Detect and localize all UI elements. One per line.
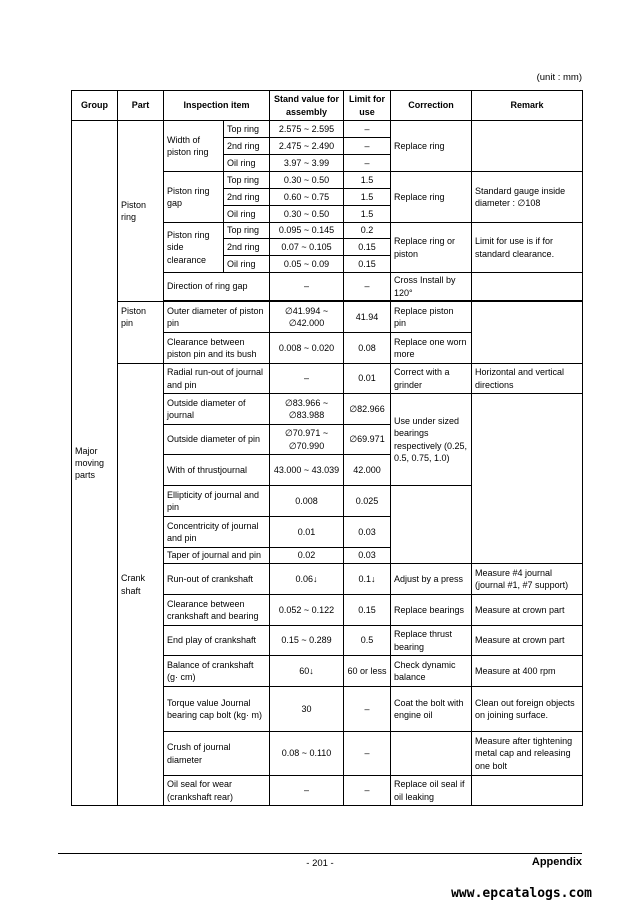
inspection-table: [71, 90, 583, 806]
header-remark: Remark: [472, 91, 583, 121]
remark-cell: [472, 273, 583, 301]
stand-value: 3.97 ~ 3.99: [270, 155, 344, 172]
stand-value: ∅41.994 ~ ∅42.000: [270, 302, 344, 333]
stand-value: 30: [270, 687, 344, 732]
limit-value: 0.15: [344, 239, 391, 256]
limit-value: 0.08: [344, 333, 391, 364]
table-row: [72, 364, 583, 394]
item-crush: Crush of journal diameter: [164, 732, 270, 776]
remark-cell: Limit for use is if for standard clearance.: [472, 223, 583, 273]
item-od-pin: Outside diameter of pin: [164, 425, 270, 455]
limit-value: 41.94: [344, 302, 391, 333]
stand-value: 0.02: [270, 548, 344, 564]
stand-value: 2.475 ~ 2.490: [270, 138, 344, 155]
ring-label: Top ring: [224, 121, 270, 138]
correction-cell: Adjust by a press: [391, 564, 472, 595]
item-end-play: End play of crankshaft: [164, 626, 270, 656]
ring-label: Oil ring: [224, 206, 270, 223]
stand-value: ∅83.966 ~ ∅83.988: [270, 394, 344, 425]
site-watermark: www.epcatalogs.com: [451, 886, 592, 901]
stand-value: –: [270, 776, 344, 806]
limit-value: 42.000: [344, 455, 391, 486]
remark-cell: [472, 121, 583, 172]
ring-label: 2nd ring: [224, 189, 270, 206]
correction-cell: [391, 732, 472, 776]
remark-cell: Horizontal and vertical directions: [472, 364, 583, 394]
header-row: [72, 91, 583, 121]
stand-value: 0.01: [270, 517, 344, 548]
item-radial: Radial run-out of journal and pin: [164, 364, 270, 394]
stand-value: 0.008 ~ 0.020: [270, 333, 344, 364]
correction-cell: Use under sized bearings respectively (0.25, 0.5, 0.75, 1.0): [391, 394, 472, 486]
limit-value: 1.5: [344, 206, 391, 223]
header-inspection: Inspection item: [164, 91, 270, 121]
table-row: [72, 121, 583, 138]
stand-value: 0.05 ~ 0.09: [270, 256, 344, 273]
header-limit: Limit for use: [344, 91, 391, 121]
correction-cell: Replace ring: [391, 121, 472, 172]
header-group: Group: [72, 91, 118, 121]
item-concentricity: Concentricity of journal and pin: [164, 517, 270, 548]
remark-cell: Standard gauge inside diameter : ∅108: [472, 172, 583, 223]
ring-label: Oil ring: [224, 256, 270, 273]
header-stand: Stand value for assembly: [270, 91, 344, 121]
page-number: - 201 -: [306, 858, 334, 869]
item-width: Width of piston ring: [164, 121, 224, 172]
part-crank-shaft: Crank shaft: [118, 364, 164, 806]
ring-label: 2nd ring: [224, 138, 270, 155]
remark-cell: Measure at crown part: [472, 626, 583, 656]
item-thrust: With of thrustjournal: [164, 455, 270, 486]
correction-cell: Replace bearings: [391, 595, 472, 626]
ring-label: Top ring: [224, 223, 270, 239]
limit-value: –: [344, 687, 391, 732]
correction-cell: Replace one worn more: [391, 333, 472, 364]
ring-label: Top ring: [224, 172, 270, 189]
correction-cell: Replace piston pin: [391, 302, 472, 333]
limit-value: 1.5: [344, 172, 391, 189]
stand-value: 0.30 ~ 0.50: [270, 172, 344, 189]
remark-cell: [472, 302, 583, 364]
limit-value: 0.1↓: [344, 564, 391, 595]
stand-value: 0.60 ~ 0.75: [270, 189, 344, 206]
item-pin-clearance: Clearance between piston pin and its bush: [164, 333, 270, 364]
limit-value: ∅82.966: [344, 394, 391, 425]
item-torque: Torque value Journal bearing cap bolt (kg· m): [164, 687, 270, 732]
correction-cell: Correct with a grinder: [391, 364, 472, 394]
header-part: Part: [118, 91, 164, 121]
correction-cell: Cross Install by 120°: [391, 273, 472, 301]
item-ellipticity: Ellipticity of journal and pin: [164, 486, 270, 517]
limit-value: 0.2: [344, 223, 391, 239]
stand-value: 60↓: [270, 656, 344, 687]
correction-cell: [391, 486, 472, 564]
limit-value: 60 or less: [344, 656, 391, 687]
correction-cell: Check dynamic balance: [391, 656, 472, 687]
footer-divider: [58, 853, 582, 854]
stand-value: 0.15 ~ 0.289: [270, 626, 344, 656]
limit-value: –: [344, 121, 391, 138]
correction-cell: Coat the bolt with engine oil: [391, 687, 472, 732]
part-piston-ring: Piston ring: [118, 121, 164, 302]
limit-value: –: [344, 155, 391, 172]
section-title: Appendix: [531, 856, 582, 868]
limit-value: –: [344, 138, 391, 155]
limit-value: 0.15: [344, 256, 391, 273]
table-row: [72, 302, 583, 333]
stand-value: 0.052 ~ 0.122: [270, 595, 344, 626]
correction-cell: Replace oil seal if oil leaking: [391, 776, 472, 806]
stand-value: –: [270, 364, 344, 394]
stand-value: ∅70.971 ~ ∅70.990: [270, 425, 344, 455]
remark-cell: [472, 394, 583, 564]
limit-value: 1.5: [344, 189, 391, 206]
remark-cell: Measure at crown part: [472, 595, 583, 626]
stand-value: –: [270, 273, 344, 301]
correction-cell: Replace thrust bearing: [391, 626, 472, 656]
limit-value: 0.15: [344, 595, 391, 626]
limit-value: ∅69.971: [344, 425, 391, 455]
limit-value: –: [344, 273, 391, 301]
ring-label: Oil ring: [224, 155, 270, 172]
item-clearance-bearing: Clearance between crankshaft and bearing: [164, 595, 270, 626]
item-side: Piston ring side clearance: [164, 223, 224, 273]
stand-value: 2.575 ~ 2.595: [270, 121, 344, 138]
remark-cell: [472, 776, 583, 806]
part-piston-pin: Piston pin: [118, 302, 164, 364]
limit-value: 0.5: [344, 626, 391, 656]
item-runout: Run-out of crankshaft: [164, 564, 270, 595]
limit-value: –: [344, 732, 391, 776]
group-cell: Major moving parts: [72, 121, 118, 806]
limit-value: 0.025: [344, 486, 391, 517]
stand-value: 0.30 ~ 0.50: [270, 206, 344, 223]
item-od-journal: Outside diameter of journal: [164, 394, 270, 425]
unit-note: (unit : mm): [536, 72, 582, 83]
limit-value: 0.03: [344, 548, 391, 564]
item-taper: Taper of journal and pin: [164, 548, 270, 564]
item-pin-od: Outer diameter of piston pin: [164, 302, 270, 333]
stand-value: 0.008: [270, 486, 344, 517]
stand-value: 0.095 ~ 0.145: [270, 223, 344, 239]
remark-cell: Measure #4 journal (journal #1, #7 support): [472, 564, 583, 595]
limit-value: 0.03: [344, 517, 391, 548]
remark-cell: Clean out foreign objects on joining surface.: [472, 687, 583, 732]
ring-label: 2nd ring: [224, 239, 270, 256]
header-correction: Correction: [391, 91, 472, 121]
stand-value: 43.000 ~ 43.039: [270, 455, 344, 486]
remark-cell: Measure after tightening metal cap and releasing one bolt: [472, 732, 583, 776]
item-direction: Direction of ring gap: [164, 273, 270, 301]
remark-cell: Measure at 400 rpm: [472, 656, 583, 687]
item-oil-seal: Oil seal for wear (crankshaft rear): [164, 776, 270, 806]
stand-value: 0.07 ~ 0.105: [270, 239, 344, 256]
correction-cell: Replace ring or piston: [391, 223, 472, 273]
stand-value: 0.06↓: [270, 564, 344, 595]
limit-value: 0.01: [344, 364, 391, 394]
correction-cell: Replace ring: [391, 172, 472, 223]
limit-value: –: [344, 776, 391, 806]
item-balance: Balance of crankshaft (g· cm): [164, 656, 270, 687]
stand-value: 0.08 ~ 0.110: [270, 732, 344, 776]
item-gap: Piston ring gap: [164, 172, 224, 223]
